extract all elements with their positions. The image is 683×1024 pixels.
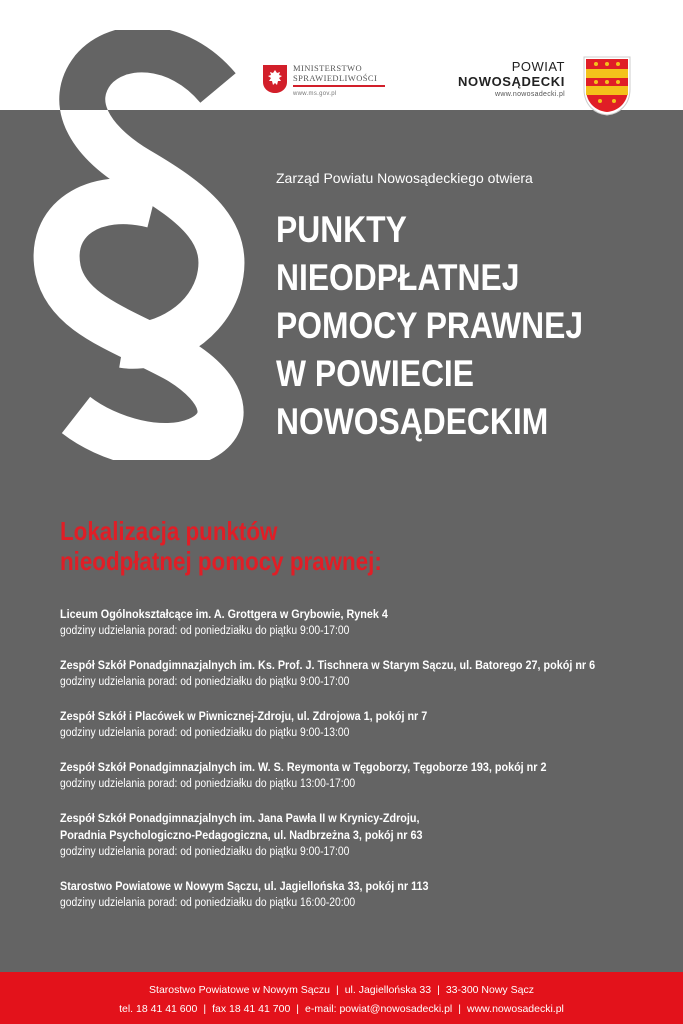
footer-separator: | — [437, 984, 440, 996]
list-item — [60, 878, 660, 912]
location-hours: godziny udzielania porad: od poniedziałku do piątku 16:00-20:00 — [60, 897, 356, 909]
location-name: Zespół Szkół Ponadgimnazjalnych im. Jana Pawła II w Krynicy-Zdroju, — [60, 811, 420, 825]
location-name: Zespół Szkół i Placówek w Piwnicznej-Zdroju, ul. Zdrojowa 1, pokój nr 7 — [60, 709, 428, 723]
polish-eagle-icon — [262, 64, 288, 94]
location-hours: godziny udzielania porad: od poniedziałku do piątku 9:00-17:00 — [60, 846, 350, 858]
footer-website-link[interactable]: www.nowosadecki.pl — [467, 1003, 564, 1015]
powiat-line2: NOWOSĄDECKI — [458, 74, 565, 89]
locations-heading-line: Lokalizacja punktów — [60, 516, 278, 546]
footer-separator: | — [203, 1003, 207, 1015]
location-hours: godziny udzielania porad: od poniedziałku do piątku 9:00-17:00 — [60, 625, 350, 637]
locations-heading — [60, 516, 382, 576]
footer-separator: | — [296, 1003, 300, 1015]
headline-line: NOWOSĄDECKIM — [276, 401, 549, 442]
footer-separator: | — [335, 984, 339, 996]
intro-text: Zarząd Powiatu Nowosądeckiego otwiera — [276, 170, 533, 186]
powiat-coat-of-arms-icon — [582, 55, 632, 117]
list-item — [60, 708, 660, 742]
location-hours: godziny udzielania porad: od poniedziałku do piątku 9:00-13:00 — [60, 727, 350, 739]
footer-email-link[interactable]: e-mail: powiat@nowosadecki.pl — [305, 1003, 453, 1015]
section-sign-icon — [28, 30, 248, 460]
location-name: Zespół Szkół Ponadgimnazjalnych im. Ks. Prof. J. Tischnera w Starym Sączu, ul. Batorego 27, pokój nr 6 — [60, 658, 596, 672]
page-title — [276, 206, 583, 446]
location-name: Liceum Ogólnokształcące im. A. Grottgera w Grybowie, Rynek 4 — [60, 607, 388, 621]
location-hours: godziny udzielania porad: od poniedziałku do piątku 9:00-17:00 — [60, 676, 350, 688]
list-item — [60, 606, 660, 640]
headline-line: POMOCY PRAWNEJ — [276, 305, 584, 346]
location-name: Zespół Szkół Ponadgimnazjalnych im. W. S. Reymonta w Tęgoborzy, Tęgoborze 193, pokój nr 2 — [60, 760, 547, 774]
location-name: Starostwo Powiatowe w Nowym Sączu, ul. Jagiellońska 33, pokój nr 113 — [60, 879, 429, 893]
list-item — [60, 759, 660, 793]
headline-line: PUNKTY — [276, 209, 407, 250]
ministry-logo — [262, 64, 385, 100]
footer-separator: | — [458, 1003, 461, 1015]
footer-phone: tel. 18 41 41 600 — [119, 1003, 198, 1015]
powiat-url: www.nowosadecki.pl — [495, 91, 565, 98]
ministry-url: www.ms.gov.pl — [293, 91, 337, 97]
footer-office: Starostwo Powiatowe w Nowym Sączu — [149, 984, 330, 996]
footer — [0, 972, 683, 1024]
footer-street: ul. Jagiellońska 33 — [344, 984, 432, 996]
location-name-line2: Poradnia Psychologiczno-Pedagogiczna, ul. Nadbrzeżna 3, pokój nr 63 — [60, 828, 423, 842]
list-item — [60, 810, 660, 861]
ministry-name-line1: MINISTERSTWO — [293, 63, 363, 73]
footer-postcode: 33-300 Nowy Sącz — [445, 984, 534, 996]
ministry-red-rule — [293, 85, 385, 87]
locations-list — [60, 606, 660, 929]
location-hours: godziny udzielania porad: od poniedziałku do piątku 13:00-17:00 — [60, 778, 356, 790]
footer-fax: fax 18 41 41 700 — [212, 1003, 291, 1015]
powiat-logo-text — [458, 60, 565, 98]
list-item — [60, 657, 660, 691]
headline-line: W POWIECIE — [276, 353, 475, 394]
ministry-name-line2: SPRAWIEDLIWOŚCI — [293, 72, 378, 83]
locations-heading-line: nieodpłatnej pomocy prawnej: — [60, 546, 382, 576]
powiat-line1: POWIAT — [511, 59, 565, 74]
headline-line: NIEODPŁATNEJ — [276, 257, 520, 298]
